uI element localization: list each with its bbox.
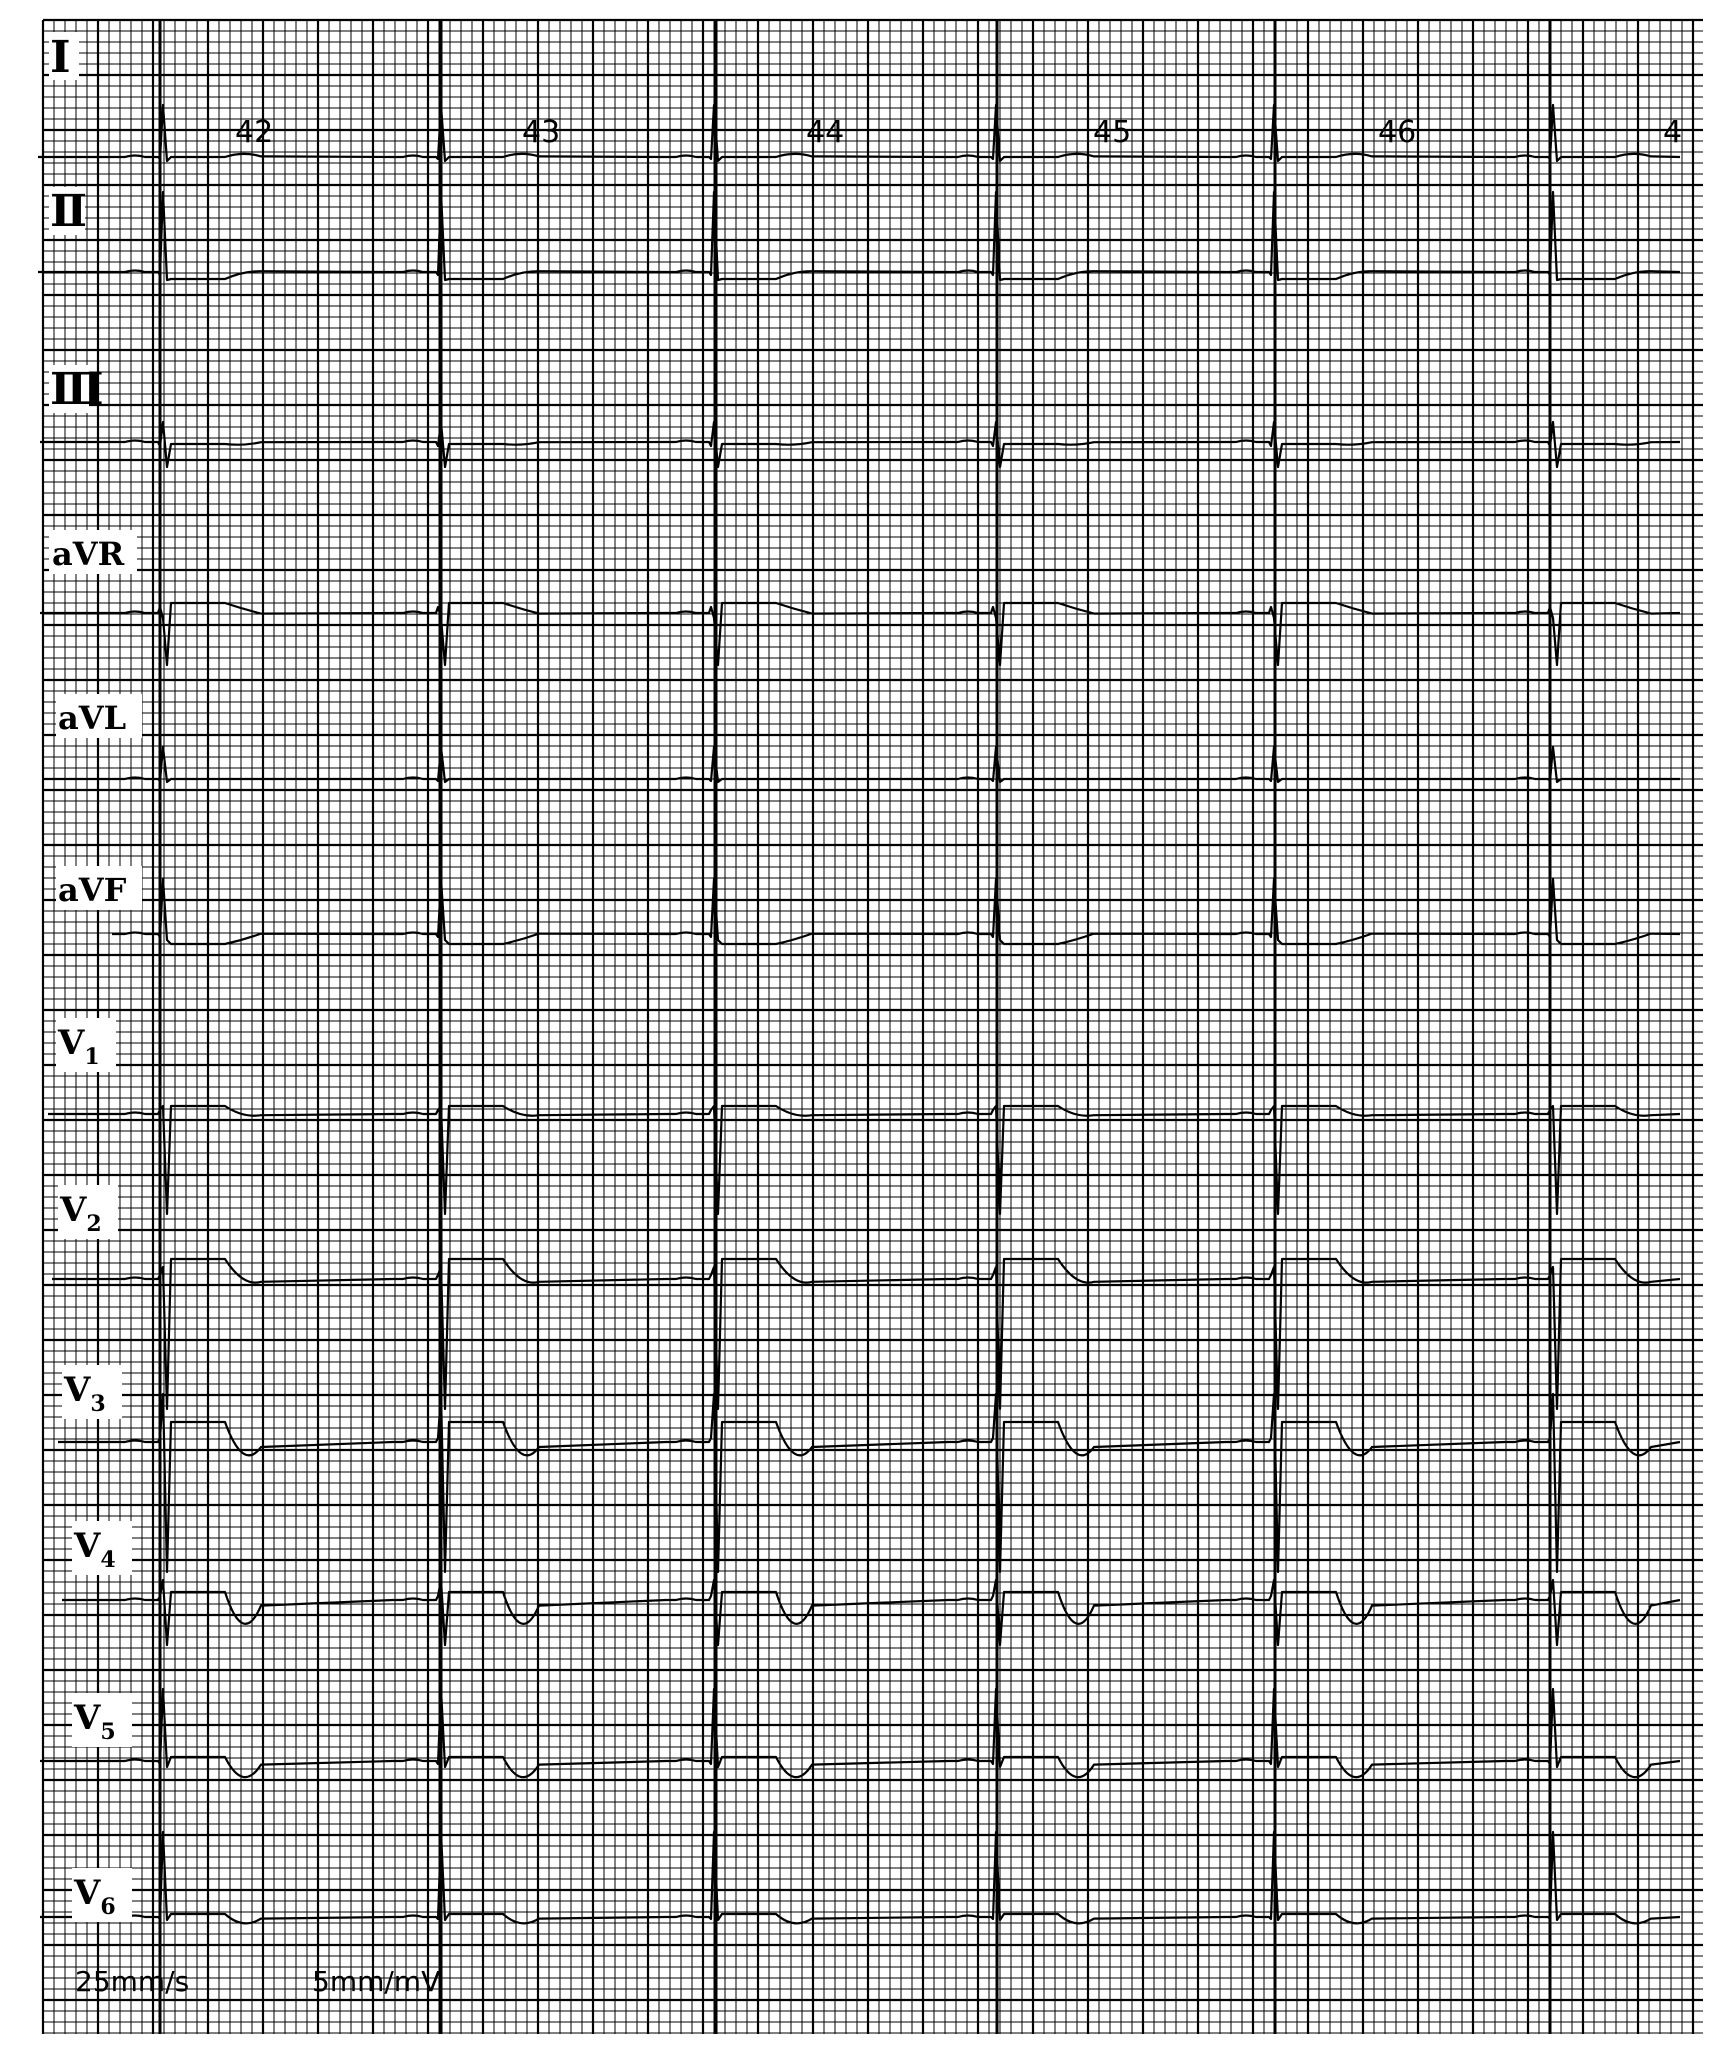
beat-number: 45 [1093, 115, 1132, 150]
lead-label-v1: $V_1$ [58, 1023, 100, 1070]
paper-speed-label: 25mm/s [75, 1965, 190, 1998]
trace-ii [38, 192, 1680, 280]
lead-label-i: Ⅰ [50, 32, 71, 83]
trace-v1 [48, 1106, 1680, 1214]
lead-label-v4: $V_4$ [74, 1526, 116, 1573]
trace-avl [42, 747, 1680, 782]
beat-number: 43 [522, 115, 561, 150]
lead-label-avl: aVL [58, 699, 127, 737]
beat-number: 44 [806, 115, 845, 150]
beat-number: 4 [1663, 115, 1683, 150]
trace-v4 [62, 1580, 1680, 1645]
lead-label-v2: $V_2$ [60, 1190, 102, 1237]
lead-label-avf: aVF [58, 871, 127, 909]
lead-label-v3: $V_3$ [64, 1370, 106, 1417]
ecg-traces [38, 105, 1683, 1923]
lead-label-avr: aVR [52, 535, 125, 573]
beat-number: 42 [235, 115, 274, 150]
grid-minor-lines [43, 20, 1703, 2034]
trace-v5 [40, 1689, 1680, 1777]
lead-label-v6: $V_6$ [74, 1873, 116, 1920]
gain-label: 5mm/mV [312, 1965, 441, 1998]
beat-numbers [235, 115, 1682, 150]
beat-number: 46 [1378, 115, 1417, 150]
lead-label-ii: Ⅱ [50, 186, 88, 237]
trace-i [38, 105, 1683, 161]
trace-avr [40, 603, 1680, 665]
lead-label-v5: $V_5$ [74, 1698, 116, 1745]
lead-label-iii: Ⅲ [50, 364, 104, 415]
grid-major-lines [43, 20, 1703, 2034]
footer [75, 1965, 440, 1998]
